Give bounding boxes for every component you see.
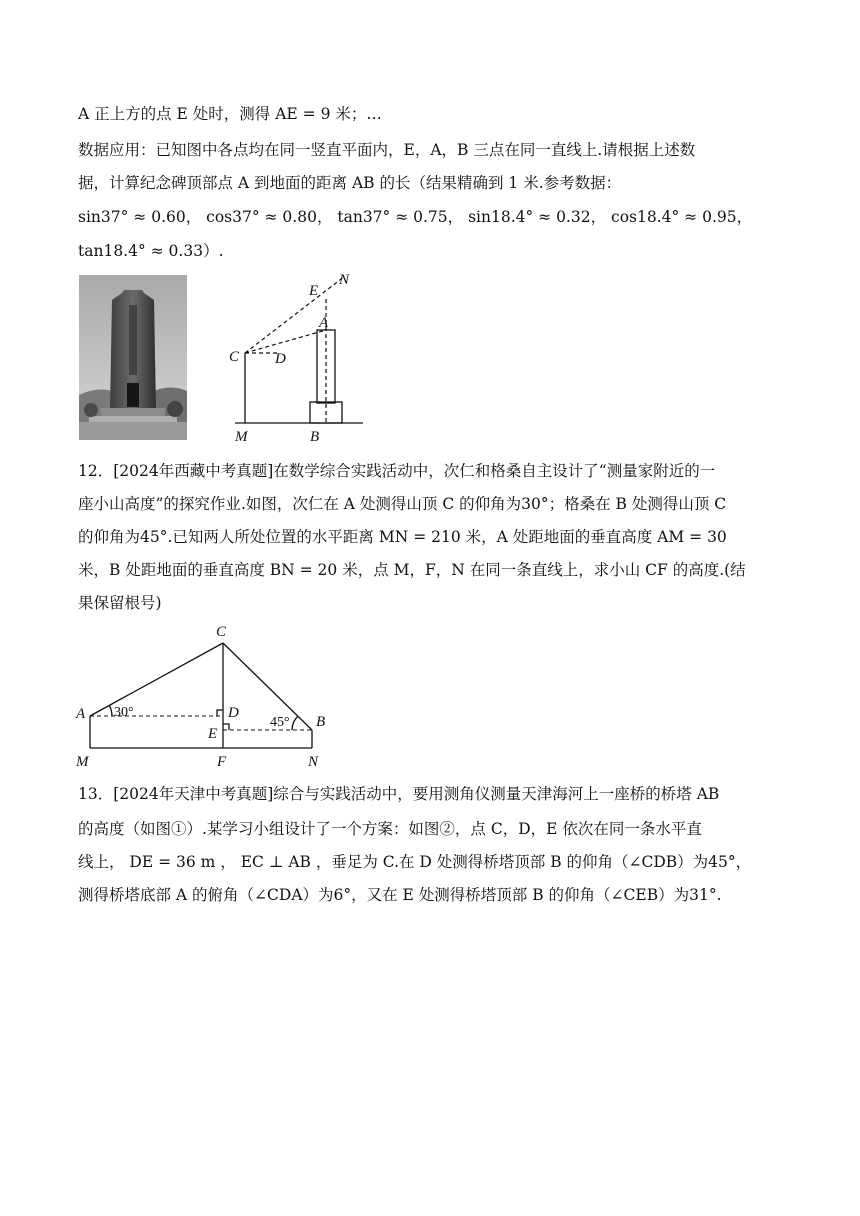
problem-13-line-1: 13．[2024年天津中考真题]综合与实践活动中，要用测角仪测量天津海河上一座桥的桥塔 AB: [78, 785, 720, 803]
label-N: N: [308, 754, 319, 770]
figure1-diagram: [200, 265, 380, 445]
monument-photo: [79, 275, 187, 440]
label-D: D: [228, 705, 239, 721]
label-B: B: [316, 714, 326, 730]
label-N: N: [339, 272, 350, 288]
label-M: M: [235, 429, 248, 445]
label-E: E: [208, 726, 218, 742]
problem-12-line-1: 12．[2024年西藏中考真题]在数学综合实践活动中，次仁和格桑自主设计了“测量家附近的一: [78, 462, 716, 480]
label-A: A: [319, 315, 329, 331]
problem-12-line-3: 的仰角为45°.已知两人所处位置的水平距离 MN = 210 米，A 处距地面的垂直高度 AM = 30: [78, 528, 727, 546]
angle-30-label: 30°: [114, 705, 134, 720]
label-C: C: [216, 624, 227, 640]
label-B: B: [310, 429, 320, 445]
problem-13-line-3: 线上， DE = 36 m ， EC ⊥ AB ，垂足为 C.在 D 处测得桥塔顶部 B 的仰角（∠CDB）为45°，: [78, 853, 752, 871]
text-line-2: 数据应用：已知图中各点均在同一竖直平面内，E，A，B 三点在同一直线上.请根据上述数: [78, 141, 696, 159]
label-A: A: [76, 706, 86, 722]
text-line-5: tan18.4° ≈ 0.33）.: [78, 242, 224, 260]
label-M: M: [76, 754, 89, 770]
figure2-diagram: [70, 618, 340, 773]
label-E: E: [309, 283, 319, 299]
text-line-4: sin37° ≈ 0.60， cos37° ≈ 0.80， tan37° ≈ 0.75， sin18.4° ≈ 0.32， cos18.4° ≈ 0.95，: [78, 208, 753, 226]
problem-13-line-2: 的高度（如图①）.某学习小组设计了一个方案：如图②，点 C，D，E 依次在同一条水平直: [78, 820, 702, 838]
label-F: F: [217, 754, 227, 770]
label-D: D: [275, 351, 286, 367]
text-line-1: A 正上方的点 E 处时，测得 AE = 9 米；…: [78, 105, 382, 123]
problem-12-line-2: 座小山高度”的探究作业.如图，次仁在 A 处测得山顶 C 的仰角为30°；格桑在 B 处测得山顶 C: [78, 495, 727, 513]
angle-45-label: 45°: [270, 715, 290, 730]
text-line-3: 据，计算纪念碑顶部点 A 到地面的距离 AB 的长（结果精确到 1 米.参考数据：: [78, 174, 622, 192]
problem-12-line-4: 米，B 处距地面的垂直高度 BN = 20 米，点 M，F，N 在同一条直线上，求小山 CF 的高度.(结: [78, 561, 746, 579]
label-C: C: [229, 349, 240, 365]
problem-12-line-5: 果保留根号): [78, 594, 162, 612]
problem-13-line-4: 测得桥塔底部 A 的俯角（∠CDA）为6°，又在 E 处测得桥塔顶部 B 的仰角（∠CEB）为31°.: [78, 886, 722, 904]
